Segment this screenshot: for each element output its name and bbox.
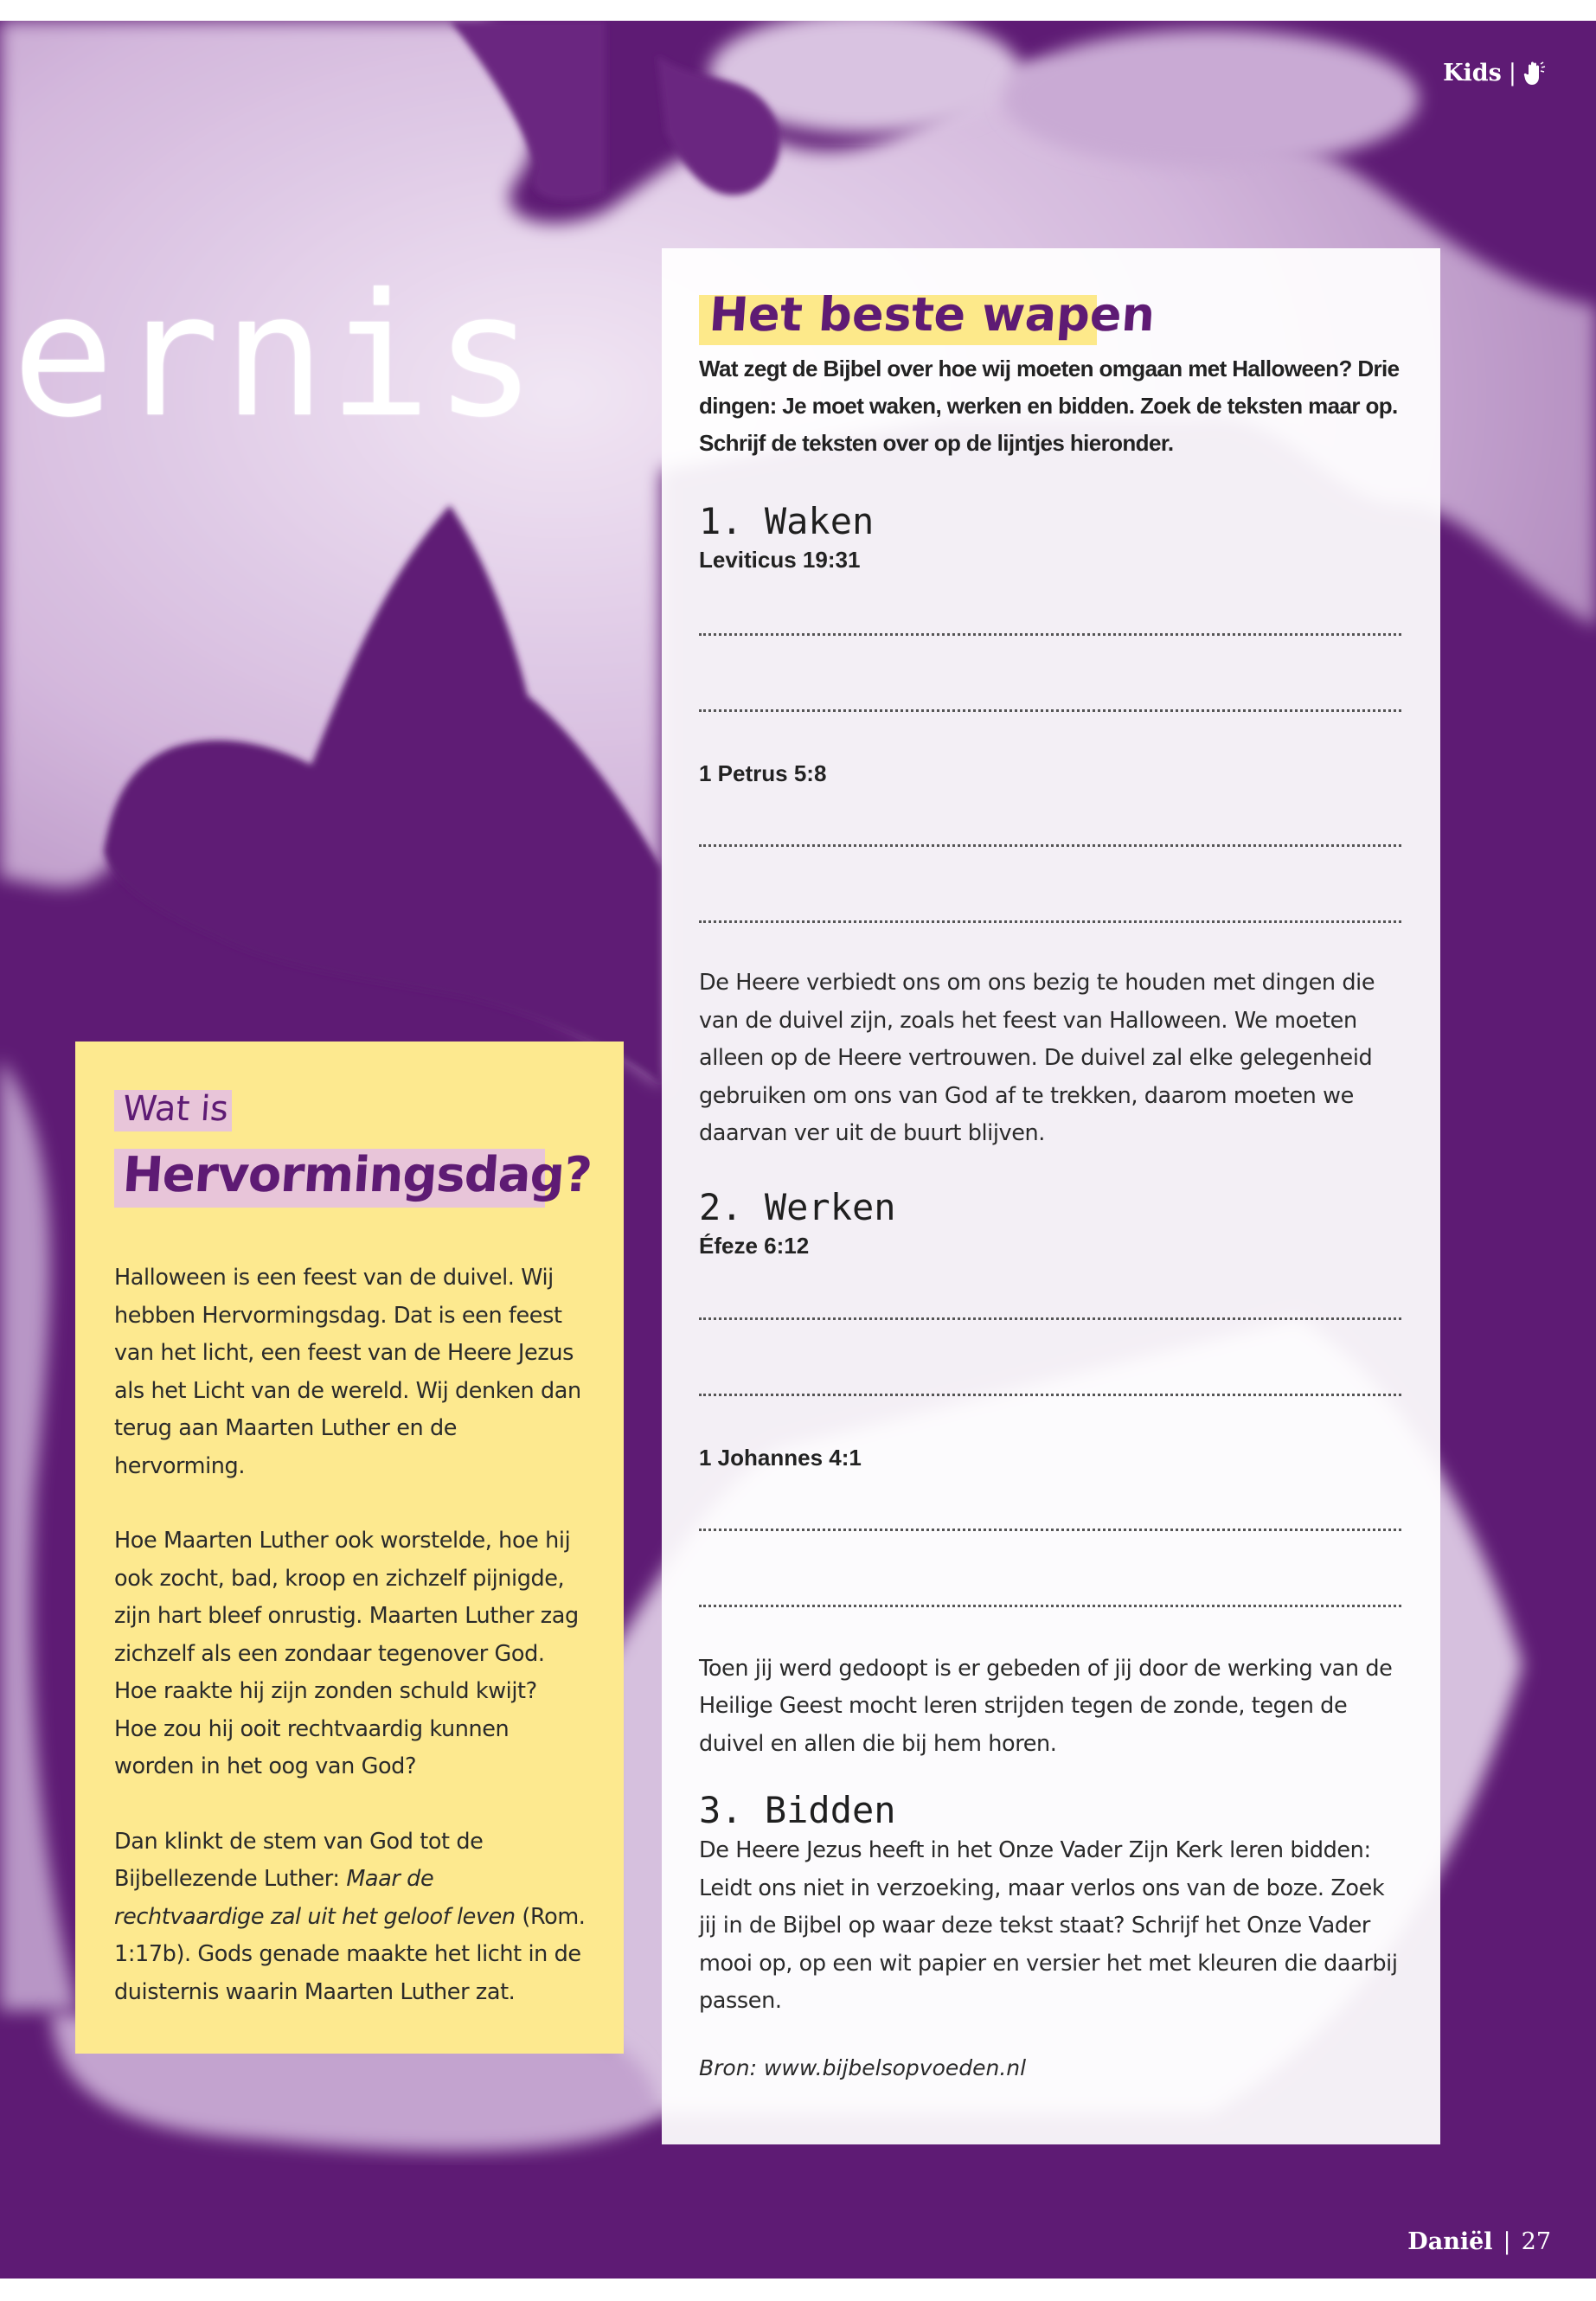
para-text: (Rom. 1:17b). Gods genade maakte het licht in de duisternis waarin Maarten Luther zat.: [114, 1903, 586, 2005]
bible-quote: Maar de rechtvaardige zal uit het geloof leven: [114, 1866, 516, 1930]
bible-ref: Leviticus 19:31: [699, 547, 861, 573]
source-credit: Bron: www.bijbelsopvoeden.nl: [699, 2054, 1027, 2080]
bible-ref: 1 Johannes 4:1: [699, 1444, 862, 1471]
section-heading-werken: 2. Werken: [699, 1185, 896, 1228]
box-title: Hervormingsdag?: [120, 1147, 593, 1203]
info-box: [75, 1042, 624, 2054]
box-paragraph: Halloween is een feest van de duivel. Wij hebben Hervormingsdag. Dat is een feest van het licht, een feest van de Heere Jezus als het Licht van de wereld. Wij denken dan terug aan Maarten Luther en de hervorming.: [114, 1265, 581, 1479]
section-label: [1443, 60, 1546, 87]
magazine-name: Daniël: [1407, 2228, 1493, 2255]
page-footer: [1407, 2228, 1551, 2255]
section-text-waken: De Heere verbiedt ons om ons bezig te houden met dingen die van de duivel zijn, zoals het feest van Halloween. We moeten alleen op de Heere vertrouwen. De duivel zal elke gelegenheid gebruiken om ons van God af te trekken, daarom moeten we daarvan ver uit de buurt blijven.: [699, 970, 1375, 1146]
page-number: 27: [1521, 2228, 1551, 2255]
box-title-wrap: [114, 1140, 593, 1211]
box-subtitle: Wat is: [121, 1089, 230, 1129]
section-name: Kids: [1443, 60, 1502, 87]
hand-icon: [1523, 61, 1546, 87]
background-word: ernis: [12, 258, 541, 455]
magazine-page: [0, 21, 1596, 2279]
section-heading-waken: 1. Waken: [699, 500, 875, 542]
panel-title-wrap: [699, 283, 1401, 347]
box-paragraph: [114, 1823, 586, 2012]
section-separator: |: [1508, 60, 1516, 87]
section-text-werken: Toen jij werd gedoopt is er gebeden of jij door de werking van de Heilige Geest mocht leren strijden tegen de zonde, tegen de duivel en allen die bij hem horen.: [699, 1655, 1393, 1757]
panel-title: Het beste wapen: [707, 287, 1157, 342]
panel-intro: Wat zegt de Bijbel over hoe wij moeten omgaan met Halloween? Drie dingen: Je moet waken, werken en bidden. Zoek de teksten maar op. Schrijf de teksten over op de lijntjes hieronder.: [699, 356, 1400, 456]
box-subtitle-wrap: [114, 1083, 586, 1135]
section-text-bidden: De Heere Jezus heeft in het Onze Vader Zijn Kerk leren bidden: Leidt ons niet in verzoeking, maar verlos ons van de boze. Zoek jij in de Bijbel op waar deze tekst staat? Schrijf het Onze Vader mooi op, op een wit papier en versier het met kleuren die daarbij passen.: [699, 1837, 1398, 2014]
bible-ref: 1 Petrus 5:8: [699, 760, 827, 786]
box-paragraph: Hoe Maarten Luther ook worstelde, hoe hij ook zocht, bad, kroop en zichzelf pijnigde, zijn hart bleef onrustig. Maarten Luther zag zichzelf als een zondaar tegenover God. Hoe raakte hij zijn zonden schuld kwijt? Hoe zou hij ooit rechtvaardig kunnen worden in het oog van God?: [114, 1528, 579, 1779]
para-text: Dan klinkt de stem van God tot de Bijbellezende Luther:: [114, 1828, 484, 1892]
section-heading-bidden: 3. Bidden: [699, 1789, 896, 1831]
footer-separator: |: [1503, 2228, 1511, 2255]
activity-panel: [662, 248, 1440, 2144]
bible-ref: Éfeze 6:12: [699, 1232, 810, 1259]
